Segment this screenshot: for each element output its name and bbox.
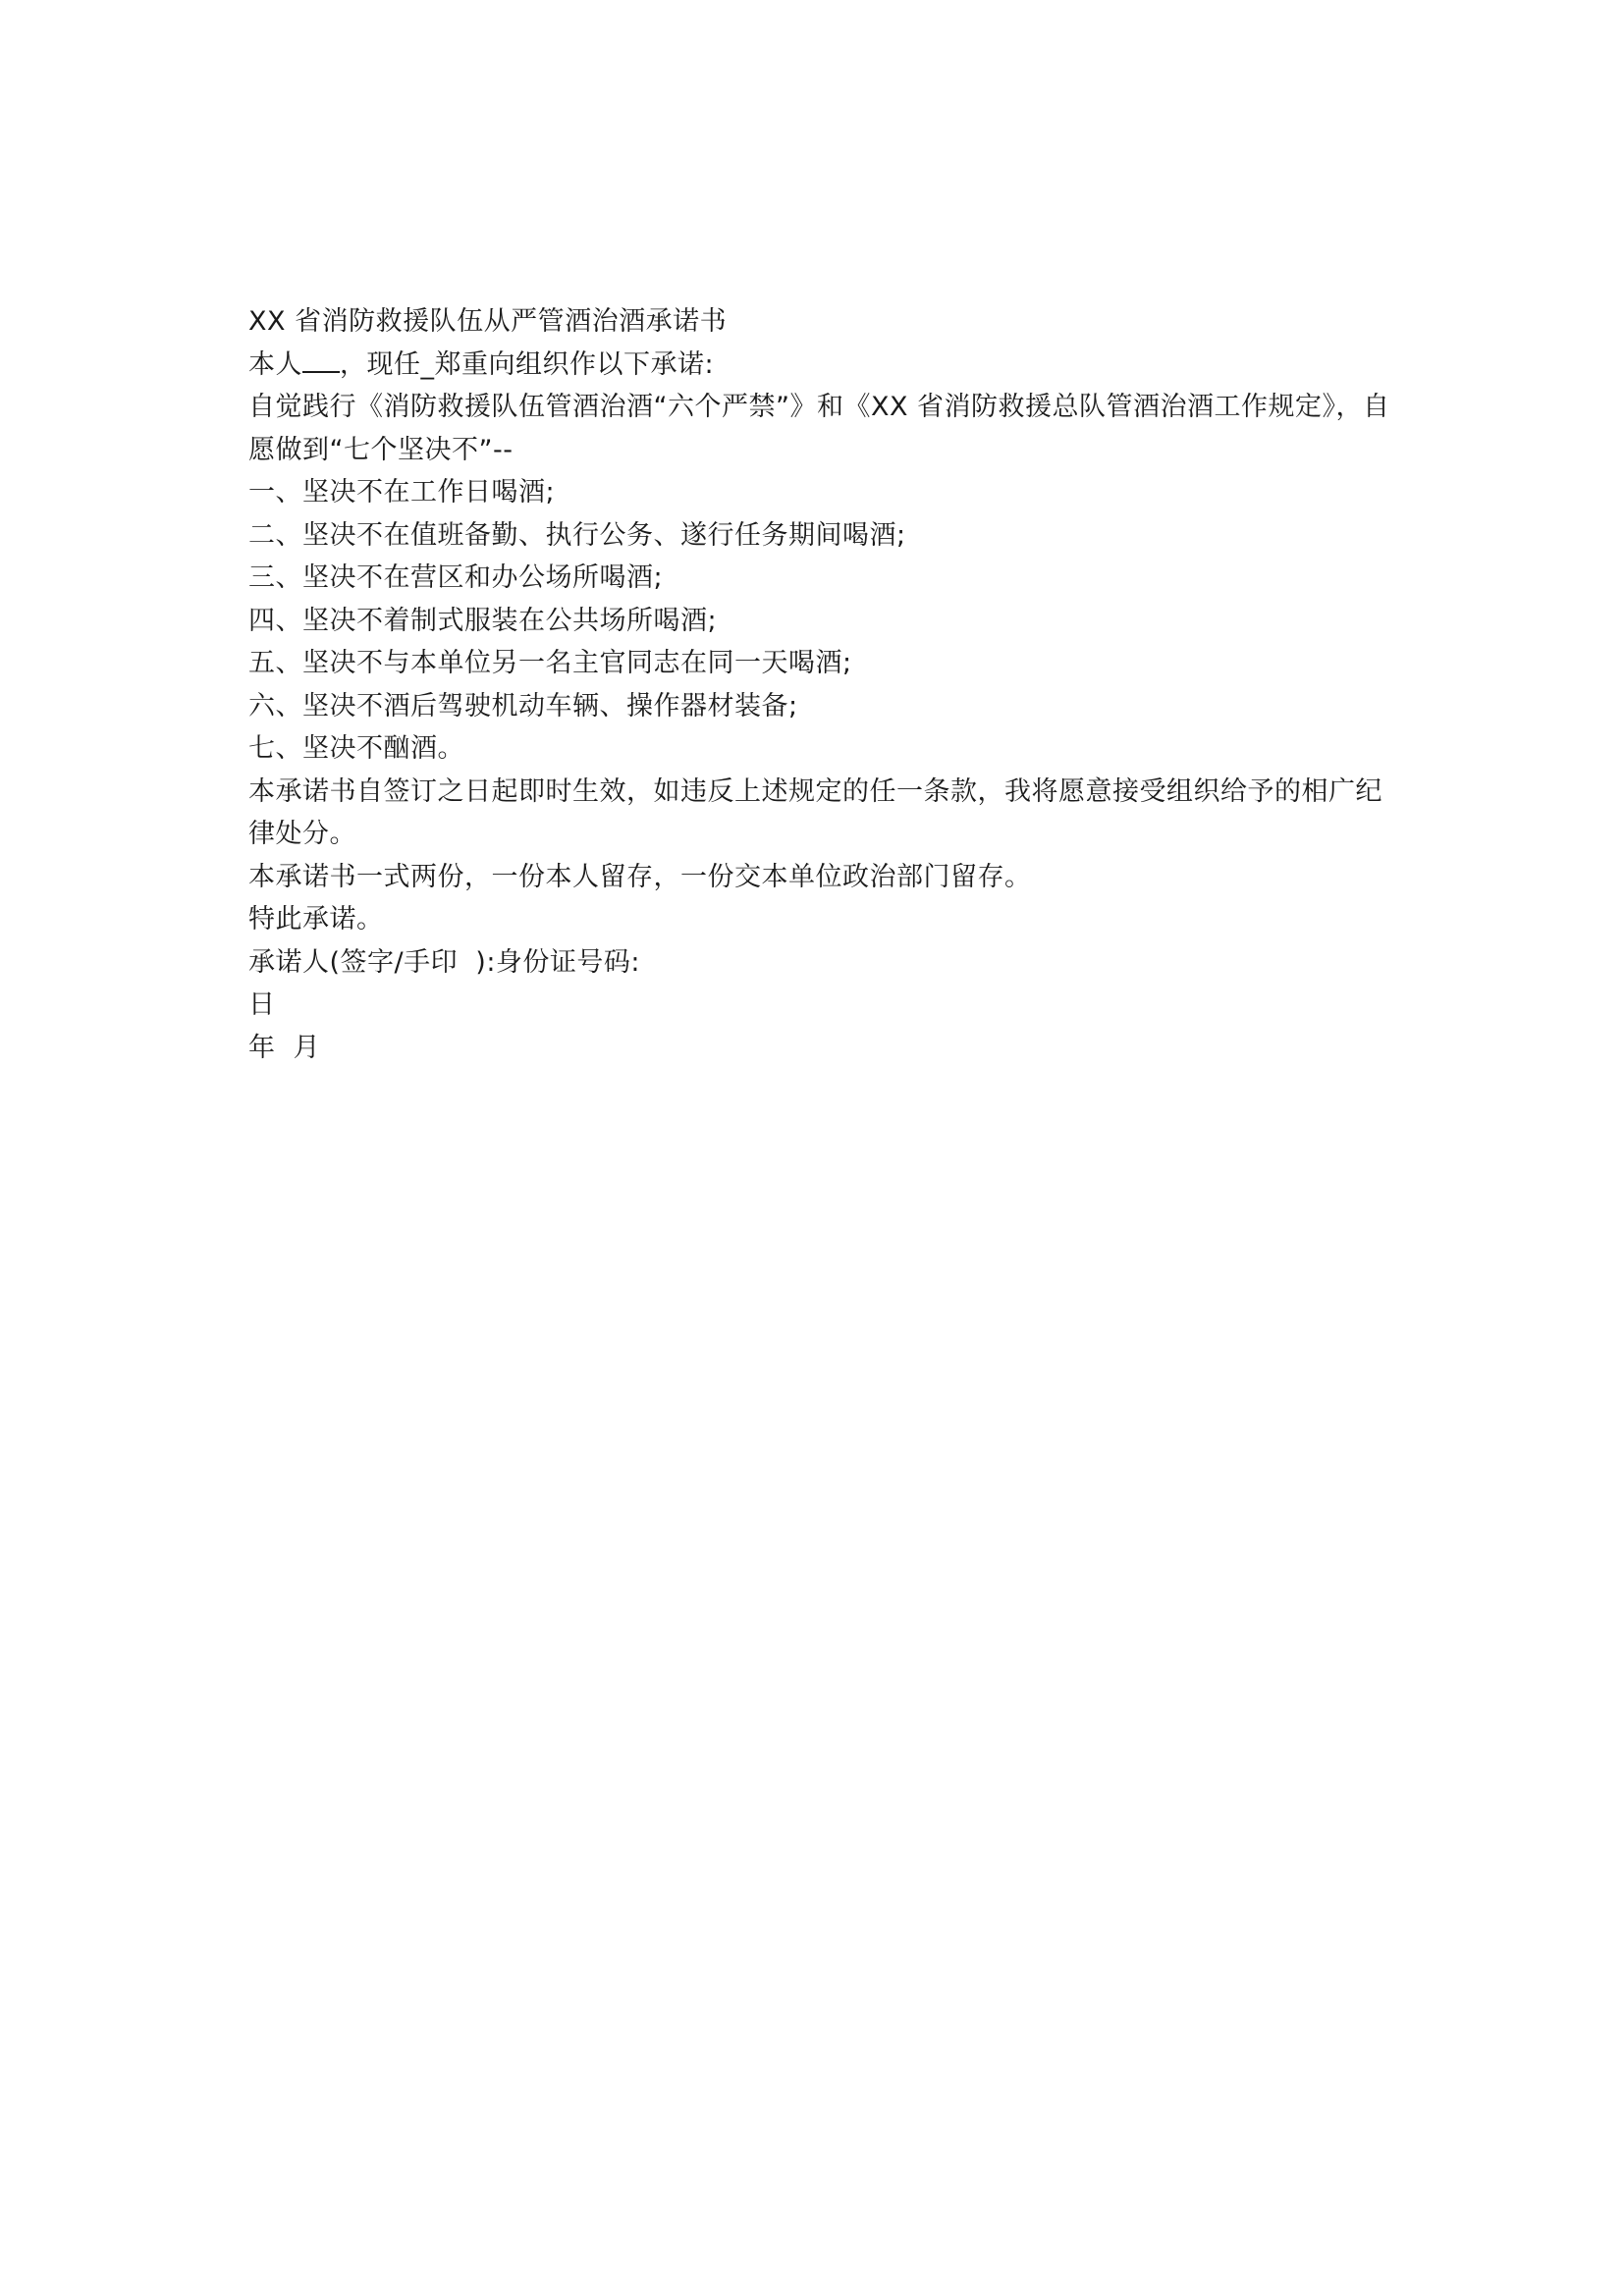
pledge-item-6: 六、坚决不酒后驾驶机动车辆、操作器材装备; [248,690,798,721]
pledge-item-1: 一、坚决不在工作日喝酒; [248,477,556,507]
pledge-item-7: 七、坚决不酗酒。 [248,733,464,764]
date-year-month: 年 月 [248,1032,321,1063]
intro-prefix: 本人 [248,348,302,380]
name-blank [302,349,340,373]
document-body [248,300,1397,1069]
intro-suffix: ，现任_郑重向组织作以下承诺: [340,348,715,380]
signature-line: 承诺人(签字/手印 ):身份证号码: [248,946,641,978]
pledge-item-2: 二、坚决不在值班备勤、执行公务、遂行任务期间喝酒; [248,519,906,551]
intro-line [248,344,1397,387]
pledge-item-5: 五、坚决不与本单位另一名主官同志在同一天喝酒; [248,648,852,678]
preamble: 自觉践行《消防救援队伍管酒治酒“六个严禁”》和《XX 省消防救援总队管酒治酒工作规定》，自愿做到“七个坚决不”-- [248,392,1390,465]
pledge-item-3: 三、坚决不在营区和办公场所喝酒; [248,562,664,593]
document-title: XX 省消防救援队伍从严管酒治酒承诺书 [248,306,728,337]
effect-clause: 本承诺书自签订之日起即时生效，如违反上述规定的任一条款，我将愿意接受组织给予的相广纪律处分。 [248,775,1382,849]
copies-clause: 本承诺书一式两份，一份本人留存，一份交本单位政治部门留存。 [248,861,1032,892]
pledge-item-4: 四、坚决不着制式服装在公共场所喝酒; [248,605,718,636]
closing-text: 特此承诺。 [248,904,384,934]
date-day: 日 [248,989,276,1020]
